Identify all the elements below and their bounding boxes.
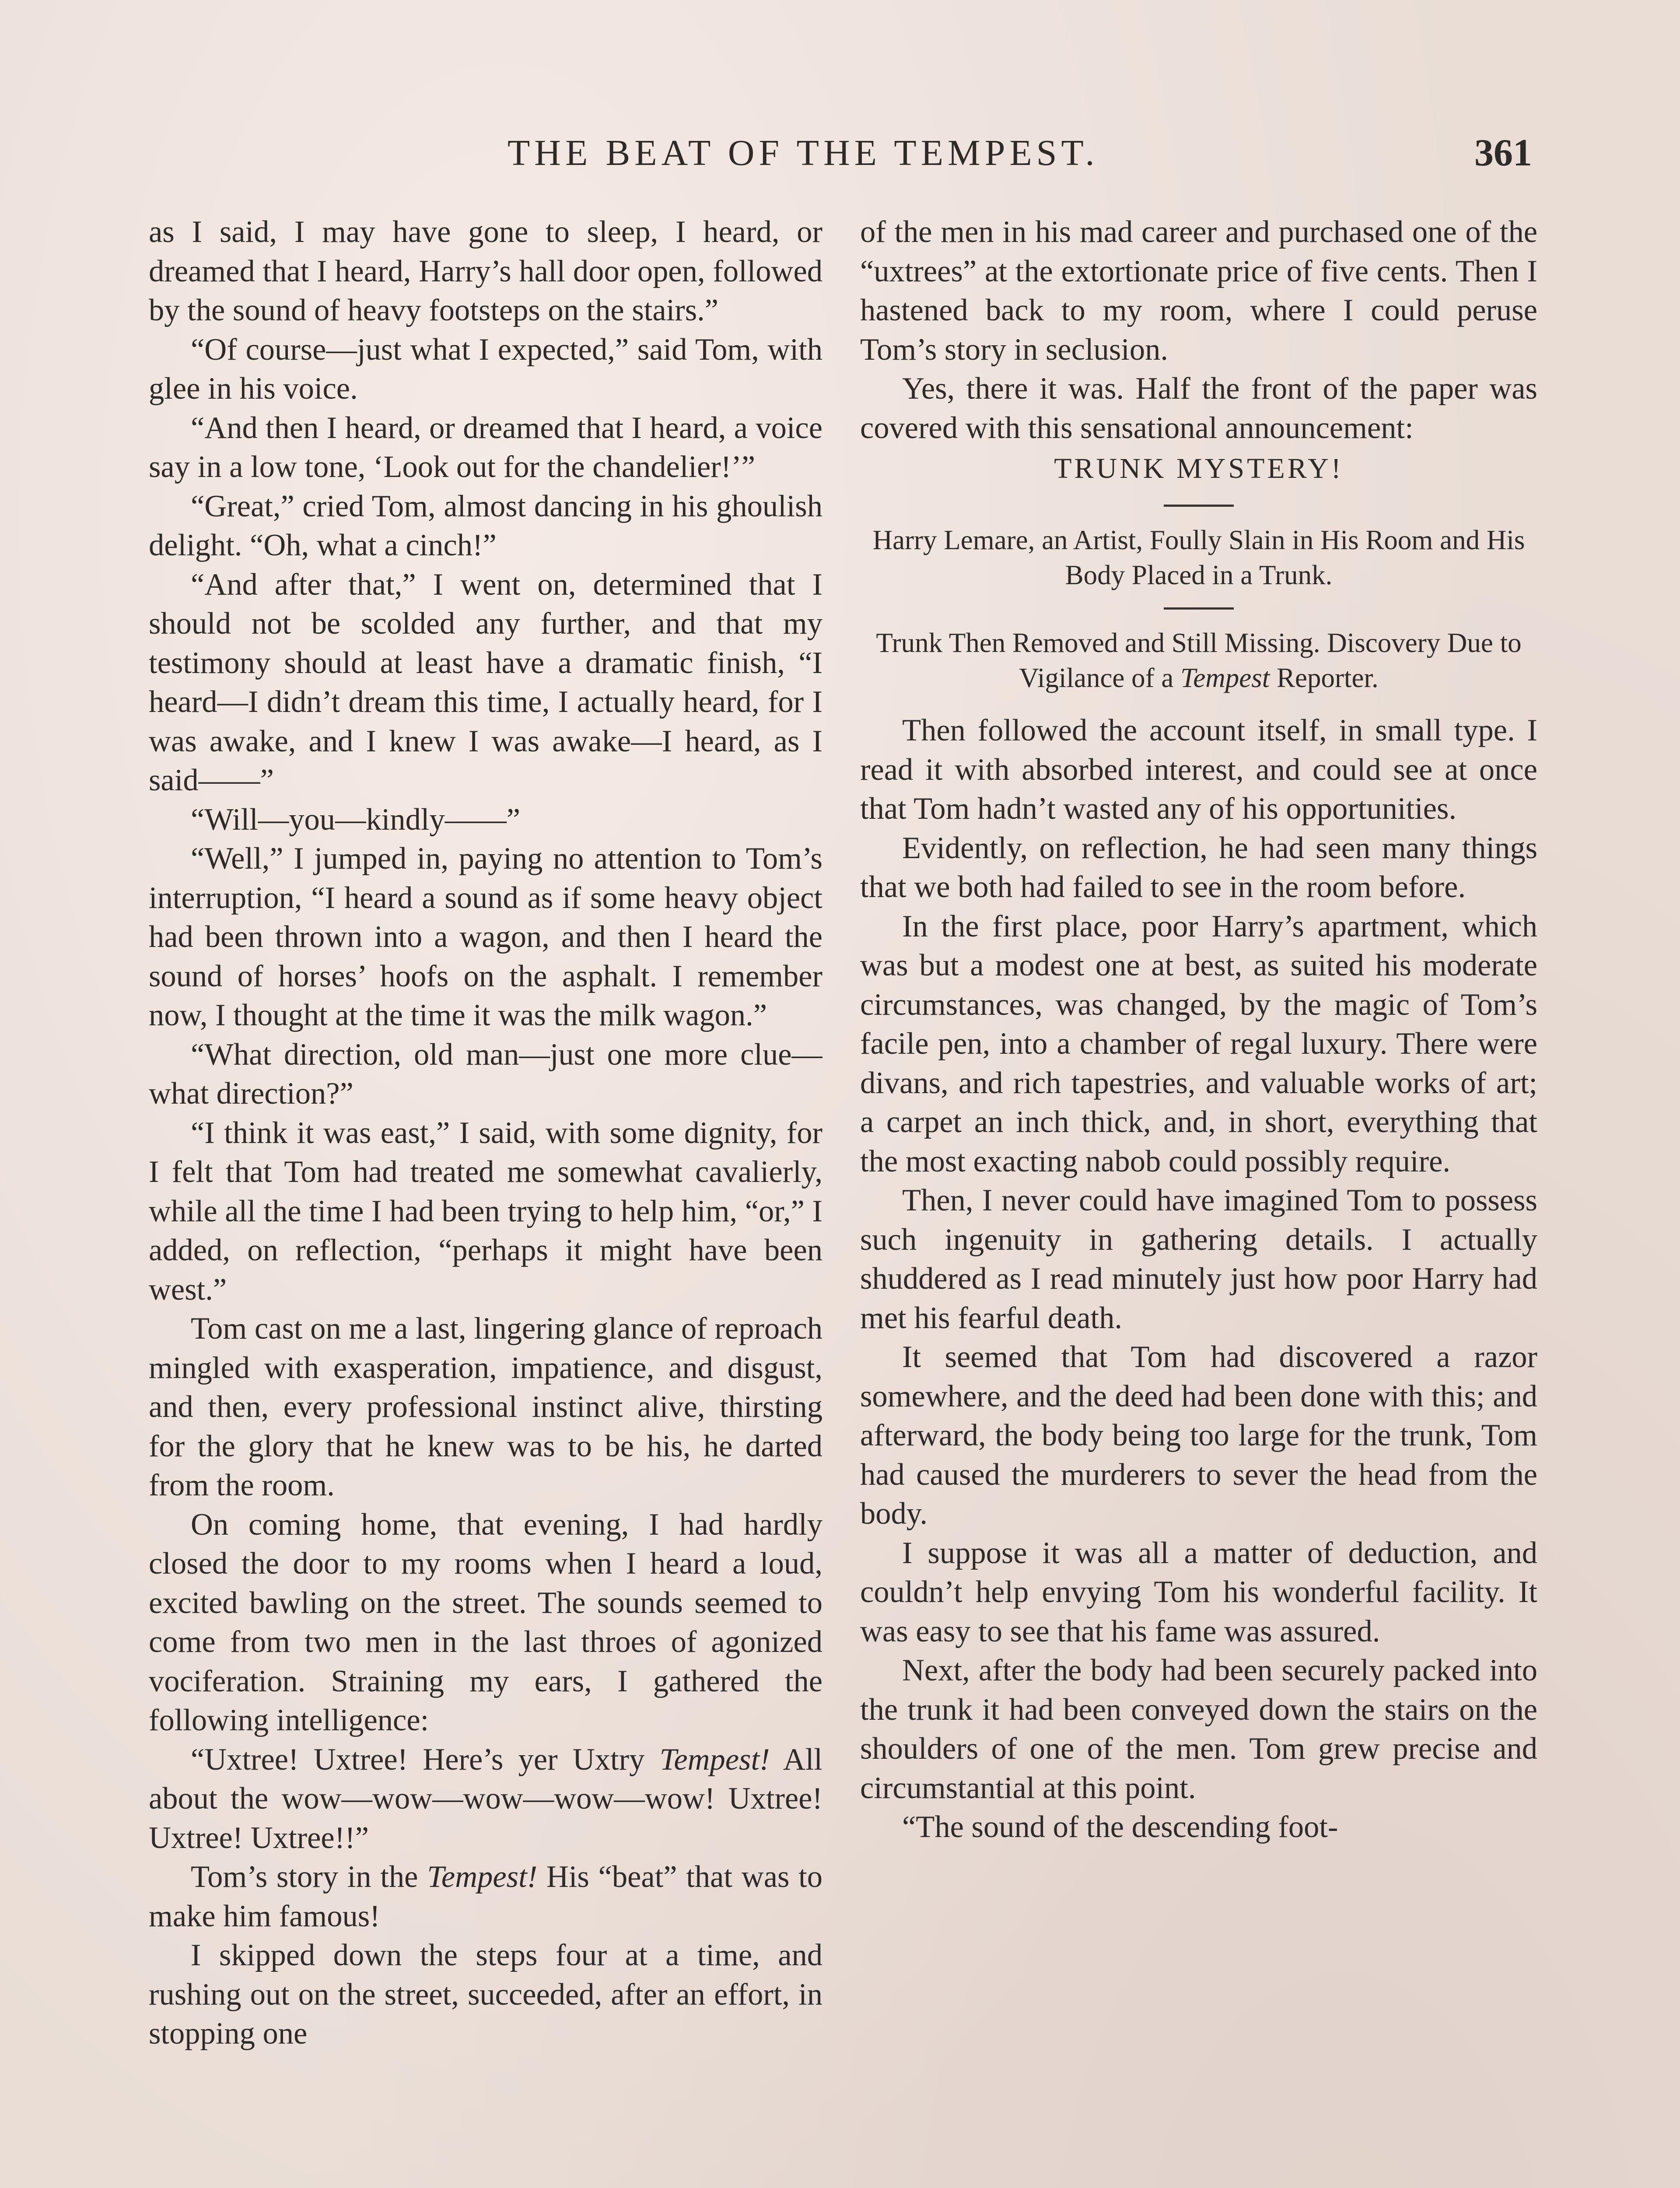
paragraph: “Well,” I jumped in, paying no attention to Tom’s interruption, “I heard a sound as if some heavy object had been thrown into a wagon, and then I heard the sound of horses’ hoofs on the asphalt. I remember now, I thought at the time it was the milk wagon.” — [149, 842, 822, 1032]
paragraph: Yes, there it was. Half the front of the paper was covered with this sensational announcement: — [860, 372, 1537, 445]
paragraph: In the first place, poor Harry’s apartment, which was but a modest one at best, as suited his moderate circumstances, was changed, by the magic of Tom’s facile pen, into a chamber of regal luxury. There were divans, and rich tapestries, and valuable works of art; a carpet an inch thick, and, in short, everything that the most exacting nabob could possibly require. — [860, 909, 1537, 1178]
paragraph — [149, 1740, 822, 1858]
page-header — [0, 127, 1680, 193]
paragraph: of the men in his mad career and purchased one of the “uxtrees” at the extortionate price of five cents. Then I hastened back to my room, where I could peruse Tom’s story in seclusion. — [860, 215, 1537, 367]
paragraph: I suppose it was all a matter of deduction, and couldn’t help envying Tom his wonderful facility. It was easy to see that his fame was assured. — [860, 1536, 1537, 1648]
paragraph: “Will—you—kindly——” — [191, 802, 520, 837]
newspaper-name: Tempest! — [427, 1860, 538, 1894]
news-subheadline — [860, 625, 1537, 695]
text-run: Reporter. — [1277, 663, 1379, 693]
divider-rule — [1164, 505, 1234, 507]
paragraph: Next, after the body had been securely packed into the trunk it had been conveyed down the stairs on the shoulders of one of the men. Tom grew precise and circumstantial at this point. — [860, 1653, 1537, 1805]
newspaper-name: Tempest — [1180, 663, 1270, 693]
spacer — [860, 695, 1537, 711]
paragraph: “Of course—just what I expected,” said Tom, with glee in his voice. — [149, 332, 822, 406]
paragraph — [149, 1858, 822, 1936]
text-run: All about the wow—wow—wow—wow—wow! Uxtree! Uxtree! Uxtree!!” — [149, 1742, 822, 1855]
news-subheadline: Harry Lemare, an Artist, Foully Slain in His Room and His Body Placed in a Trunk. — [872, 525, 1525, 590]
text-run: His “beat” that was to make him famous! — [149, 1860, 822, 1933]
paragraph: Then followed the account itself, in small type. I read it with absorbed interest, and could see at once that Tom hadn’t wasted any of his opportunities. — [860, 713, 1537, 826]
paragraph: “And after that,” I went on, determined that I should not be scolded any further, and that my testimony should at least have a dramatic finish, “I heard—I didn’t dream this time, I actually heard, for I was awake, and I knew I was awake—I heard, as I said——” — [149, 567, 822, 797]
text-run: “Uxtree! Uxtree! Here’s yer Uxtry — [191, 1742, 645, 1777]
page-number: 361 — [1474, 132, 1532, 174]
newspaper-name: Tempest! — [659, 1742, 770, 1777]
news-headline: TRUNK MYSTERY! — [1054, 452, 1344, 484]
paragraph: “I think it was east,” I said, with some dignity, for I felt that Tom had treated me somewhat cavalierly, while all the time I had been trying to help him, “or,” I added, on reflection, “perhaps it might have been west.” — [149, 1115, 822, 1307]
paragraph: Tom cast on me a last, lingering glance of reproach mingled with exasperation, impatience, and disgust, and then, every professional instinct alive, thirsting for the glory that he knew was to be his, he darted from the room. — [149, 1311, 822, 1502]
paragraph: “What direction, old man—just one more clue—what direction?” — [149, 1037, 822, 1111]
text-run: Tom’s story in the — [191, 1860, 418, 1894]
paragraph: It seemed that Tom had discovered a razor somewhere, and the deed had been done with this; and afterward, the body being too large for the trunk, Tom had caused the murderers to sever the head from the body. — [860, 1340, 1537, 1531]
text-run: Trunk Then Removed and Still Missing. Discovery Due to Vigilance of a — [876, 628, 1522, 693]
paragraph: I skipped down the steps four at a time, and rushing out on the street, succeeded, after an effort, in stopping one — [149, 1938, 822, 2051]
paragraph: “And then I heard, or dreamed that I heard, a voice say in a low tone, ‘Look out for the chandelier!’” — [149, 410, 822, 484]
paragraph: “The sound of the descending foot- — [902, 1810, 1338, 1844]
paragraph: Then, I never could have imagined Tom to possess such ingenuity in gathering details. I actually shuddered as I read minutely just how poor Harry had met his fearful death. — [860, 1183, 1537, 1335]
divider-rule — [1164, 607, 1234, 610]
paragraph: “Great,” cried Tom, almost dancing in his ghoulish delight. “Oh, what a cinch!” — [149, 489, 822, 562]
left-column — [149, 213, 822, 2188]
right-column — [860, 213, 1537, 2188]
paragraph: as I said, I may have gone to sleep, I heard, or dreamed that I heard, Harry’s hall door open, followed by the sound of heavy footsteps on the stairs.” — [149, 215, 822, 327]
running-title: THE BEAT OF THE TEMPEST. — [508, 133, 1099, 173]
paragraph: Evidently, on reflection, he had seen many things that we both had failed to see in the room before. — [860, 831, 1537, 904]
paragraph: On coming home, that evening, I had hardly closed the door to my rooms when I heard a loud, excited bawling on the street. The sounds seemed to come from two men in the last throes of agonized vociferation. Straining my ears, I gathered the following intelligence: — [149, 1507, 822, 1737]
